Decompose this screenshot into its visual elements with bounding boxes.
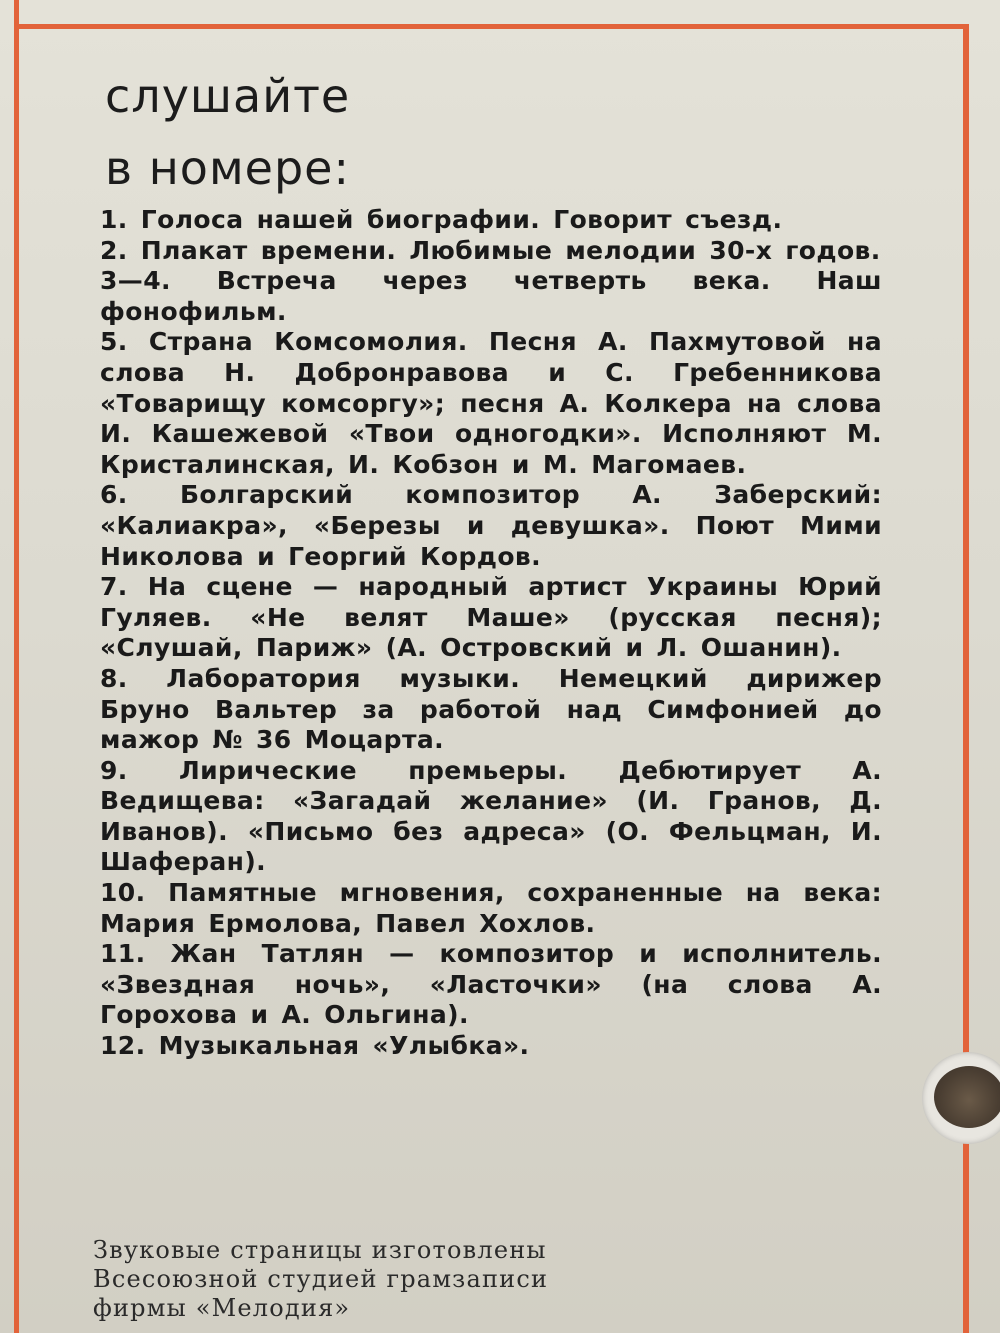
production-credit <box>93 1236 733 1323</box>
contents-item-2: 2. Плакат времени. Любимые мелодии 30-х годов. <box>100 235 881 265</box>
contents-list <box>100 205 882 1062</box>
credit-line-3: фирмы «Мелодия» <box>93 1294 351 1322</box>
title-line-2: в номере: <box>105 141 350 195</box>
contents-item-3-4: 3—4. Встреча через четверть века. Наш фонофильм. <box>100 266 882 326</box>
contents-item-12: 12. Музыкальная «Улыбка». <box>100 1031 530 1061</box>
contents-item-5: 5. Страна Комсомолия. Песня А. Пахмутовой на слова Н. Добронравова и С. Гребенникова «Товарищу комсоргу»; песня А. Колкера на слова И. Кашежевой «Твои одногодки». Исполняют М. Кристалинская, И. Кобзон и М. Магомаев. <box>100 327 882 479</box>
credit-line-2: Всесоюзной студией грамзаписи <box>93 1265 549 1293</box>
page-title <box>105 60 350 204</box>
contents-item-1: 1. Голоса нашей биографии. Говорит съезд. <box>100 205 783 234</box>
contents-item-11: 11. Жан Татлян — композитор и исполнитель. «Звездная ночь», «Ласточки» (на слова А. Горохова и А. Ольгина). <box>100 939 882 1030</box>
contents-item-10: 10. Памятные мгновения, сохраненные на века: Мария Ермолова, Павел Хохлов. <box>100 878 882 938</box>
orange-frame-top <box>14 24 969 29</box>
contents-item-9: 9. Лирические премьеры. Дебютирует А. Ведищева: «Загадай желание» (И. Гранов, Д. Иванов). «Письмо без адреса» (О. Фельцман, И. Шаферан). <box>100 755 882 877</box>
contents-item-6: 6. Болгарский композитор А. Заберский: «Калиакра», «Березы и девушка». Поют Мими Николова и Георгий Кордов. <box>100 480 882 571</box>
title-line-1: слушайте <box>105 69 351 123</box>
binding-hole-shadow <box>934 1066 1000 1128</box>
credit-line-1: Звуковые страницы изготовлены <box>93 1236 547 1264</box>
contents-item-8: 8. Лаборатория музыки. Немецкий дирижер Бруно Вальтер за работой над Симфонией до мажор № 36 Моцарта. <box>100 663 882 755</box>
orange-frame-left <box>14 0 19 1333</box>
binding-hole <box>922 1052 1000 1144</box>
contents-item-7: 7. На сцене — народный артист Украины Юрий Гуляев. «Не велят Маше» (русская песня); «Слушай, Париж» (А. Островский и Л. Ошанин). <box>100 572 882 663</box>
